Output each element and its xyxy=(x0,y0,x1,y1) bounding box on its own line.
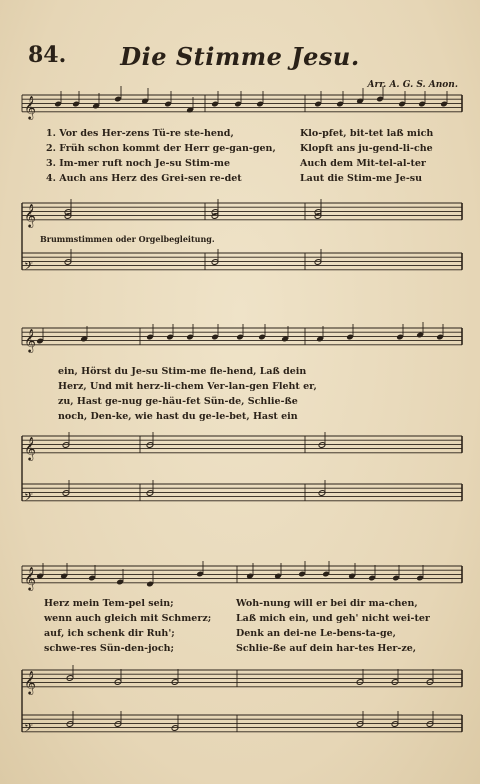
lyric-s1-v1-right: Klo-pfet, bit-tet laß mich xyxy=(300,128,434,139)
lyric-s3-v4-right: Schlie-ße auf dein har-tes Her-ze, xyxy=(236,643,417,654)
svg-text:𝄢: 𝄢 xyxy=(24,490,34,507)
hymn-number: 84. xyxy=(28,42,67,68)
lyric-s1-v2-left: 2. Früh schon kommt der Herr ge-gan-gen, xyxy=(46,143,276,154)
svg-text:𝄞: 𝄞 xyxy=(24,565,36,590)
lyric-s1-v4-right: Laut die Stim-me Je-su xyxy=(300,173,423,184)
lyric-s1-v1-left: 1. Vor des Her-zens Tü-re ste-hend, xyxy=(46,128,234,139)
lyric-s1-v3-right: Auch dem Mit-tel-al-ter xyxy=(300,158,426,169)
lyric-s2-v1: ein, Hörst du Je-su Stim-me fle-hend, Laß dein xyxy=(58,366,307,377)
svg-text:𝄞: 𝄞 xyxy=(24,327,36,352)
lyric-s3-v4-left: schwe-res Sün-den-joch; xyxy=(44,643,175,654)
lyric-s1-v2-right: Klopft ans ju-gend-li-che xyxy=(300,143,433,154)
svg-text:𝄞: 𝄞 xyxy=(24,669,36,694)
svg-text:𝄞: 𝄞 xyxy=(24,435,36,460)
svg-text:𝄞: 𝄞 xyxy=(24,202,36,227)
lyric-s1-v4-left: 4. Auch ans Herz des Grei-sen re-det xyxy=(46,173,242,184)
lyric-s2-v3: zu, Hast ge-nug ge-häu-fet Sün-de, Schlie-ße xyxy=(58,396,298,407)
svg-text:𝄢: 𝄢 xyxy=(24,721,34,738)
lyric-s3-v2-left: wenn auch gleich mit Schmerz; xyxy=(44,613,212,624)
lyric-s2-v4: noch, Den-ke, wie hast du ge-le-bet, Hast ein xyxy=(58,411,298,422)
lyric-s3-v1-left: Herz mein Tem-pel sein; xyxy=(44,598,174,609)
svg-text:𝄞: 𝄞 xyxy=(24,94,36,119)
lyric-s3-v3-left: auf, ich schenk dir Ruh'; xyxy=(44,628,175,639)
lyric-s2-v2: Herz, Und mit herz-li-chem Ver-lan-gen Fleht er, xyxy=(58,381,317,392)
svg-text:𝄢: 𝄢 xyxy=(24,259,34,276)
accompaniment-note: Brummstimmen oder Orgelbegleitung. xyxy=(40,234,215,244)
lyric-s3-v3-right: Denk an dei-ne Le-bens-ta-ge, xyxy=(236,628,396,639)
hymn-title: Die Stimme Jesu. xyxy=(120,42,360,71)
arranger-credit: Arr. A. G. S. Anon. xyxy=(367,80,458,90)
lyric-s3-v2-right: Laß mich ein, und geh' nicht wei-ter xyxy=(236,613,430,624)
lyric-s3-v1-right: Woh-nung will er bei dir ma-chen, xyxy=(236,598,418,609)
lyric-s1-v3-left: 3. Im-mer ruft noch Je-su Stim-me xyxy=(46,158,231,169)
